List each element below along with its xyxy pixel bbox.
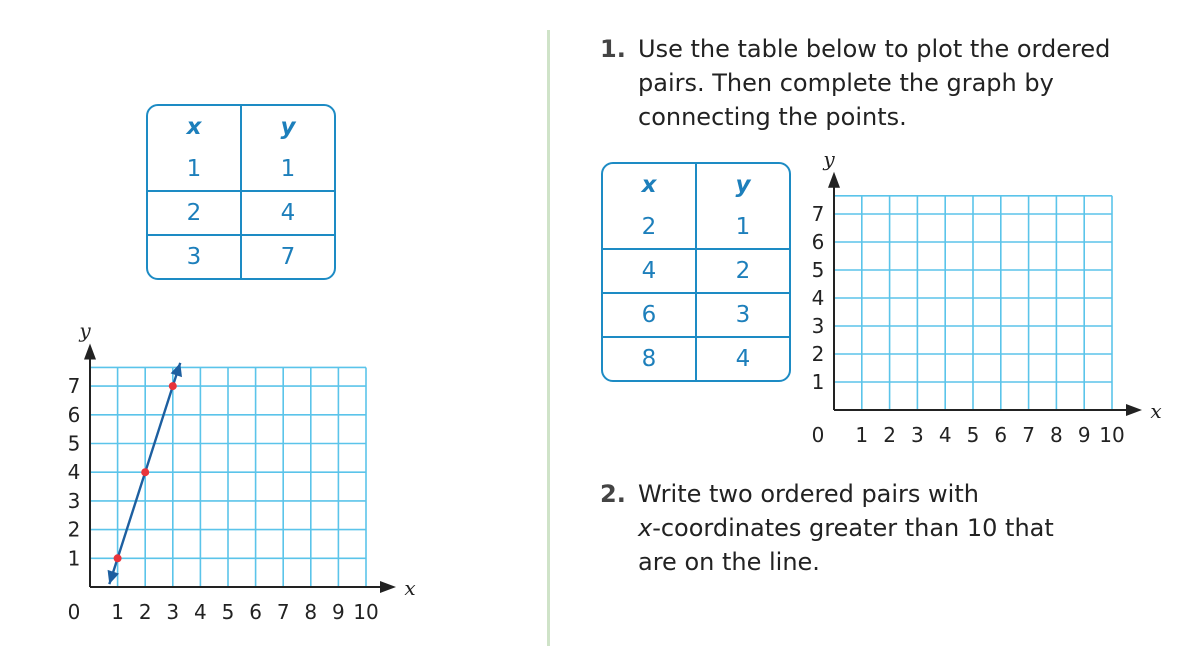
x-tick-label: 2 [883, 423, 896, 447]
cell-x: 1 [148, 148, 242, 192]
data-point [141, 468, 149, 476]
y-tick-label: 1 [811, 370, 825, 394]
x-tick-label: 1 [855, 423, 869, 447]
x-tick-label: 9 [332, 600, 345, 624]
y-tick-label: 3 [811, 314, 825, 338]
question-2-line1: Write two ordered pairs with [638, 480, 979, 508]
cell-y: 2 [697, 250, 789, 294]
origin-tick-label: 0 [67, 600, 81, 624]
y-tick-label: 6 [811, 230, 825, 254]
x-axis-arrow [380, 581, 396, 593]
question-1-text: Use the table below to plot the ordered pairs. Then complete the graph by connecting the points. [638, 35, 1111, 131]
question-2-italic-x: x [638, 514, 653, 542]
origin-tick-label: 0 [811, 423, 825, 447]
cell-x: 2 [603, 206, 697, 250]
question-1-number: 1. [600, 35, 626, 63]
cell-x: 4 [603, 250, 697, 294]
question-2-number: 2. [600, 480, 626, 508]
x-tick-label: 4 [938, 423, 952, 447]
cell-y: 4 [242, 192, 334, 236]
header-x: x [603, 164, 697, 206]
x-tick-label: 7 [1022, 423, 1035, 447]
y-tick-label: 1 [67, 546, 81, 571]
y-tick-label: 3 [67, 488, 81, 513]
cell-x: 2 [148, 192, 242, 236]
x-tick-label: 1 [111, 600, 124, 624]
y-tick-label: 2 [811, 342, 825, 366]
cell-y: 4 [735, 346, 751, 372]
y-tick-label: 4 [811, 286, 825, 310]
y-axis-label: y [79, 318, 91, 343]
cell-y: 1 [242, 148, 334, 192]
y-tick-label: 7 [67, 374, 81, 399]
y-tick-label: 2 [67, 517, 81, 542]
y-tick-label: 5 [811, 258, 825, 282]
x-axis-arrow [1126, 404, 1142, 416]
x-tick-label: 6 [994, 423, 1008, 447]
x-tick-label: 6 [249, 600, 262, 624]
x-tick-label: 9 [1077, 423, 1091, 447]
x-tick-label: 5 [966, 423, 980, 447]
cell-y: 1 [697, 206, 789, 250]
x-tick-label: 2 [138, 600, 152, 624]
cell-x: 3 [148, 236, 242, 278]
question-2-rest: -coordinates greater than 10 that are on the line. [638, 514, 1054, 576]
y-axis-arrow [828, 172, 840, 188]
y-tick-label: 4 [67, 460, 81, 485]
x-tick-label: 5 [221, 600, 235, 624]
header-x: x [148, 106, 242, 148]
x-axis-label: x [404, 576, 416, 600]
x-tick-label: 7 [276, 600, 290, 624]
y-axis-label: y [823, 146, 835, 171]
x-tick-label: 10 [353, 600, 379, 624]
data-point [114, 554, 122, 562]
data-point [169, 382, 177, 390]
cell-x: 6 [603, 294, 697, 338]
cell-x: 8 [603, 338, 697, 380]
cell-y: 7 [280, 244, 296, 270]
y-tick-label: 5 [67, 431, 81, 456]
x-tick-label: 3 [166, 600, 180, 624]
x-tick-label: 3 [911, 423, 924, 447]
x-tick-label: 8 [1050, 423, 1063, 447]
header-y: y [280, 114, 296, 140]
y-tick-label: 7 [811, 202, 825, 226]
cell-y: 3 [697, 294, 789, 338]
x-tick-label: 10 [1099, 423, 1125, 447]
x-tick-label: 4 [194, 600, 207, 624]
y-axis-arrow [84, 343, 96, 359]
x-axis-label: x [1150, 399, 1162, 423]
header-y: y [735, 172, 751, 198]
x-tick-label: 8 [304, 600, 318, 624]
right-graph [812, 147, 1162, 447]
y-tick-label: 6 [67, 402, 81, 427]
left-graph [68, 318, 416, 624]
